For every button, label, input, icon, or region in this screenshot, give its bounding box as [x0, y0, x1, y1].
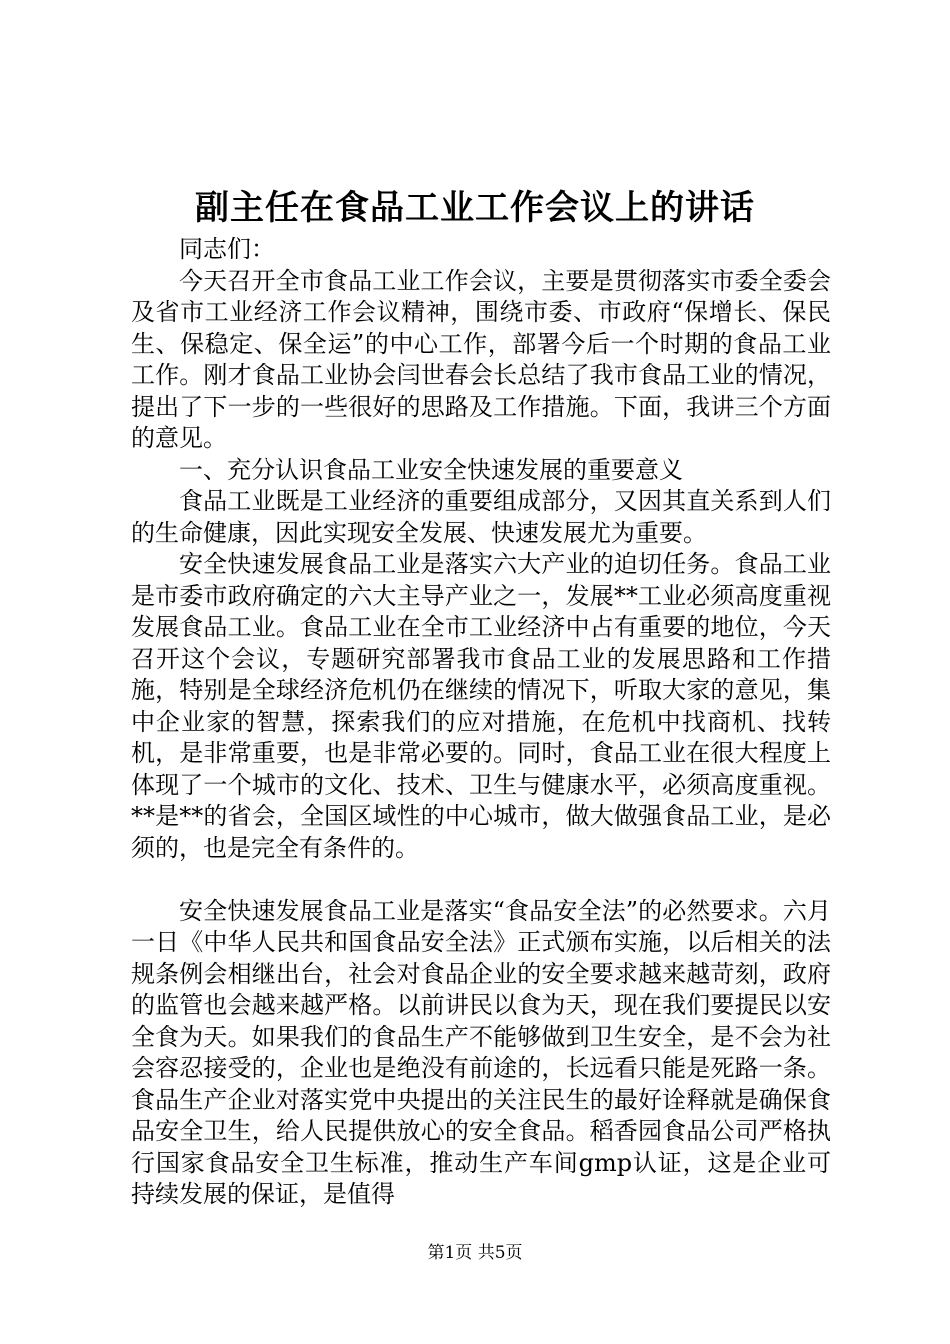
document-body: [131, 234, 831, 1211]
body-paragraph: 今天召开全市食品工业工作会议，主要是贯彻落实市委全委会及省市工业经济工作会议精神，围绕市委、市政府“保增长、保民生、保稳定、保全运”的中心工作，部署今后一个时期的食品工业工作。刚才食品工业协会闫世春会长总结了我市食品工业的情况，提出了下一步的一些很好的思路及工作措施。下面，我讲三个方面的意见。: [131, 266, 831, 452]
page-number-footer: 第1页 共5页: [427, 1243, 523, 1263]
body-paragraph: 安全快速发展食品工业是落实六大产业的迫切任务。食品工业是市委市政府确定的六大主导产业之一，发展**工业必须高度重视发展食品工业。食品工业在全市工业经济中占有重要的地位，今天召开这个会议，专题研究部署我市食品工业的发展思路和工作措施，特别是全球经济危机仍在继续的情况下，听取大家的意见，集中企业家的智慧，探索我们的应对措施，在危机中找商机、找转机，是非常重要，也是非常必要的。同时，食品工业在很大程度上体现了一个城市的文化、技术、卫生与健康水平，必须高度重视。**是**的省会，全国区域性的中心城市，做大做强食品工业，是必须的，也是完全有条件的。: [131, 550, 831, 862]
salutation-paragraph: 同志们：: [179, 235, 275, 263]
section-heading: 一、充分认识食品工业安全快速发展的重要意义: [179, 455, 683, 484]
document-title: 副主任在食品工业工作会议上的讲话: [195, 188, 755, 228]
body-paragraph: 食品工业既是工业经济的重要组成部分，又因其直关系到人们的生命健康，因此实现安全发展、快速发展尤为重要。: [131, 487, 831, 547]
body-paragraph: 安全快速发展食品工业是落实“食品安全法”的必然要求。六月一日《中华人民共和国食品安全法》正式颁布实施，以后相关的法规条例会相继出台，社会对食品企业的安全要求越来越苛刻，政府的监管也会越来越严格。以前讲民以食为天，现在我们要提民以安全食为天。如果我们的食品生产不能够做到卫生安全，是不会为社会容忍接受的，企业也是绝没有前途的，长远看只能是死路一条。食品生产企业对落实党中央提出的关注民生的最好诠释就是确保食品安全卫生，给人民提供放心的安全食品。稻香园食品公司严格执行国家食品安全卫生标准，推动生产车间gmp认证，这是企业可持续发展的保证，是值得: [131, 896, 831, 1208]
